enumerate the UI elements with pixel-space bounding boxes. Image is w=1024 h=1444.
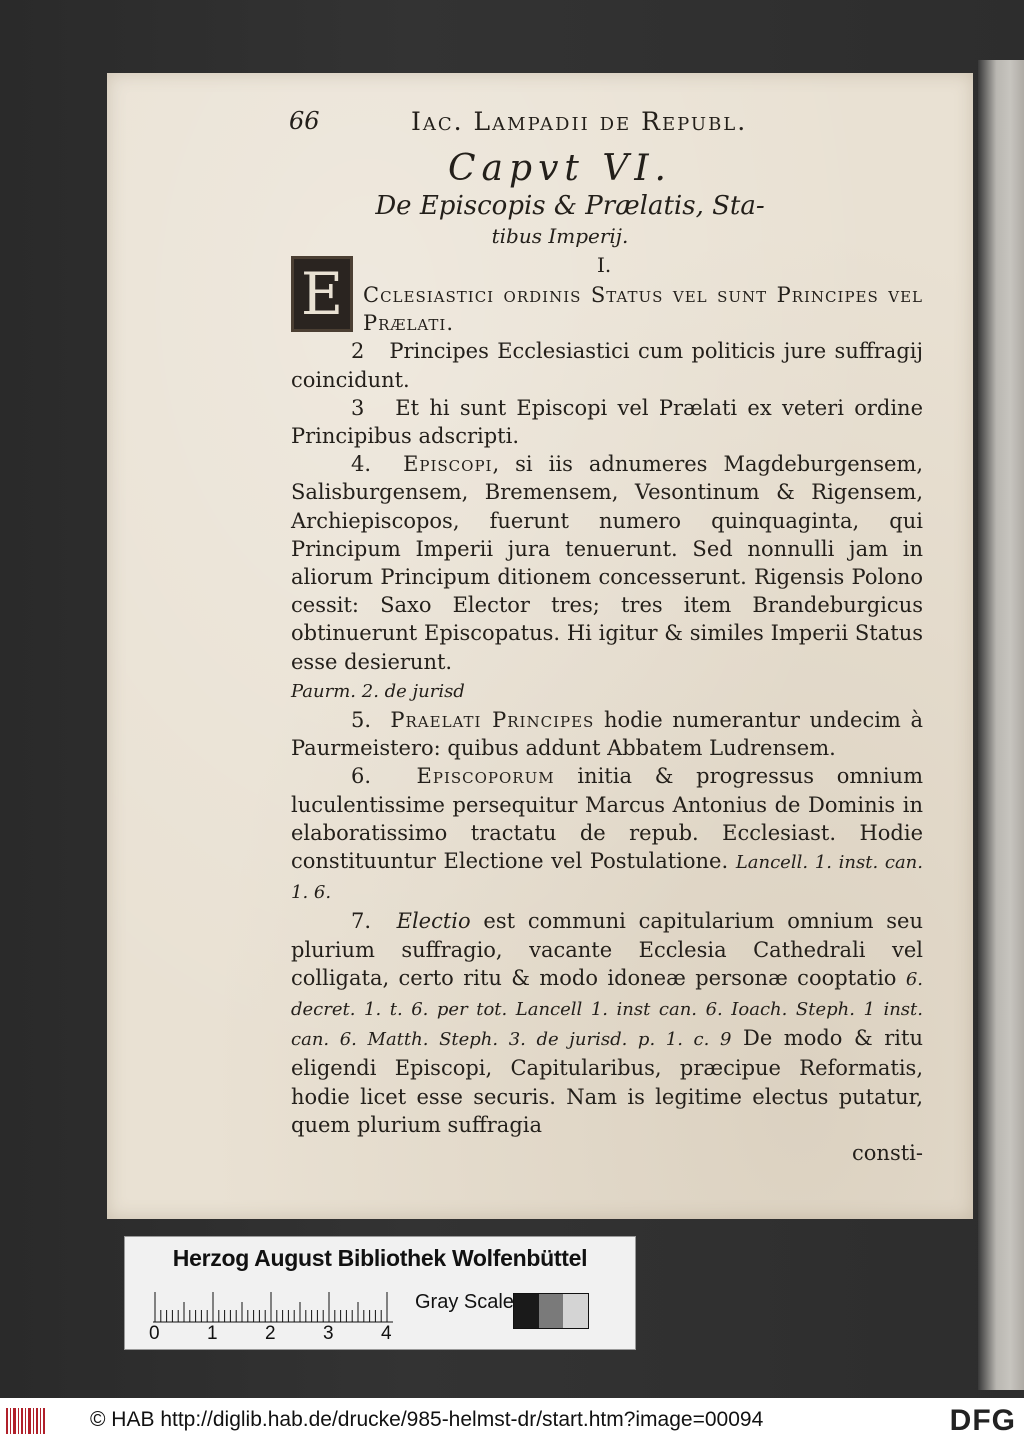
section-number: I. xyxy=(597,253,612,277)
citation: 6. decret. 1. t. 6. per tot. Lancell 1. inst can. 6. Ioach. Steph. 1 inst. can. 6. Matth. Steph. 3. de jurisd. p. 1. c. 9 xyxy=(291,968,923,1051)
paragraph-6 xyxy=(291,762,923,907)
paragraph-number: 7. xyxy=(351,909,372,934)
running-head xyxy=(107,107,973,147)
chapter-heading xyxy=(107,149,973,249)
ruler-label: 1 xyxy=(207,1323,218,1344)
paragraph-lead: Praelati Principes xyxy=(390,708,595,733)
paragraph-lead: Episcoporum xyxy=(416,764,555,789)
paragraph-text: est communi capitularium omnium seu plurium suffragio, vacante Ecclesia Cathedrali vel colligata, certo ritu & modo idoneæ personæ cooptatio xyxy=(291,909,923,990)
barcode-icon xyxy=(6,1408,46,1434)
ruler-label: 4 xyxy=(381,1323,392,1344)
book-page xyxy=(107,73,973,1219)
paragraph-text: initia & progressus omnium luculentissime persequitur Marcus Antonius de Dominis in elaboratissimo tractatu de repub. Ecclesiast. Hodie constituuntur Electione vel Postulatione. xyxy=(291,764,923,874)
citation: Paurm. 2. de jurisd xyxy=(291,680,465,702)
paragraph-text: Cclesiastici ordinis Status vel sunt Principes vel Prælati. xyxy=(363,283,923,336)
paragraph-number: 5. xyxy=(351,708,372,733)
gray-swatch-light xyxy=(563,1294,588,1328)
gray-swatch-dark xyxy=(514,1294,539,1328)
paragraph-text: Principes Ecclesiastici cum politicis jure suffragij coincidunt. xyxy=(291,339,923,392)
paragraph-lead: Episcopi xyxy=(403,452,493,477)
paragraph-7 xyxy=(291,907,923,1139)
gray-swatch-mid xyxy=(539,1294,564,1328)
gray-scale-label: Gray Scale xyxy=(415,1291,514,1313)
color-target xyxy=(124,1236,636,1350)
ruler-label: 3 xyxy=(323,1323,334,1344)
gray-scale-swatches xyxy=(513,1293,589,1329)
ruler-labels xyxy=(149,1323,409,1345)
page-number: 66 xyxy=(289,107,320,135)
dfg-logo: DFG xyxy=(949,1404,1016,1437)
paragraph-text: Et hi sunt Episcopi vel Prælati ex veteri ordine Principibus adscripti. xyxy=(291,395,923,449)
paragraph-number: 4. xyxy=(351,452,372,477)
chapter-subtitle-line2: tibus Imperij. xyxy=(491,224,629,248)
paragraph-text: , si iis adnumeres Magdeburgensem, Salisburgensem, Bremensem, Vesontinum & Rigensem, Archiepiscopos, fuerunt numero quinquaginta, qui Principum Imperii jura tenuerunt. Sed nonnulli jam in aliorum Principum ditionem concesserunt. Rigensis Polono cessit: Saxo Elector tres; tres item Brandeburgicus obtinuerunt Episcopatus. Hi igitur & similes Imperii Status esse desierunt. xyxy=(291,452,923,674)
adjacent-page-edge xyxy=(978,60,1024,1390)
running-title: Iac. Lampadii de Republ. xyxy=(411,107,748,136)
chapter-title: Capvt VI. xyxy=(448,148,672,189)
paragraph-text-tail: De modo & ritu eligendi Episcopi, Capitularibus, præcipue Reformatis, hodie licet esse securis. Nam is legitime electus putatur, quem plurium suffragia xyxy=(291,1026,923,1137)
copyright-url: © HAB http://diglib.hab.de/drucke/985-helmst-dr/start.htm?image=00094 xyxy=(90,1408,764,1431)
decorated-initial: E xyxy=(291,256,353,332)
paragraph-number: 2 xyxy=(351,339,365,364)
paragraph-2 xyxy=(291,337,923,393)
citation: Lancell. 1. inst. can. 1. 6. xyxy=(291,852,923,904)
ruler-label: 0 xyxy=(149,1323,160,1344)
catchword: consti- xyxy=(852,1141,923,1166)
footer-bar xyxy=(0,1398,1024,1444)
body-text xyxy=(291,281,923,1167)
paragraph-4 xyxy=(291,450,923,706)
paragraph-lead: Electio xyxy=(396,909,471,934)
paragraph-5 xyxy=(291,706,923,762)
ruler-label: 2 xyxy=(265,1323,276,1344)
paragraph-1 xyxy=(291,281,923,337)
paragraph-number: 3 xyxy=(351,395,365,420)
library-name: Herzog August Bibliothek Wolfenbüttel xyxy=(172,1245,588,1271)
ruler-icon xyxy=(153,1289,393,1323)
chapter-subtitle-line1: De Episcopis & Prælatis, Sta- xyxy=(375,191,765,221)
paragraph-text: hodie numerantur undecim à Paurmeistero: quibus addunt Abbatem Ludrensem. xyxy=(291,708,924,761)
paragraph-number: 6. xyxy=(351,764,372,789)
paragraph-3 xyxy=(291,394,923,450)
